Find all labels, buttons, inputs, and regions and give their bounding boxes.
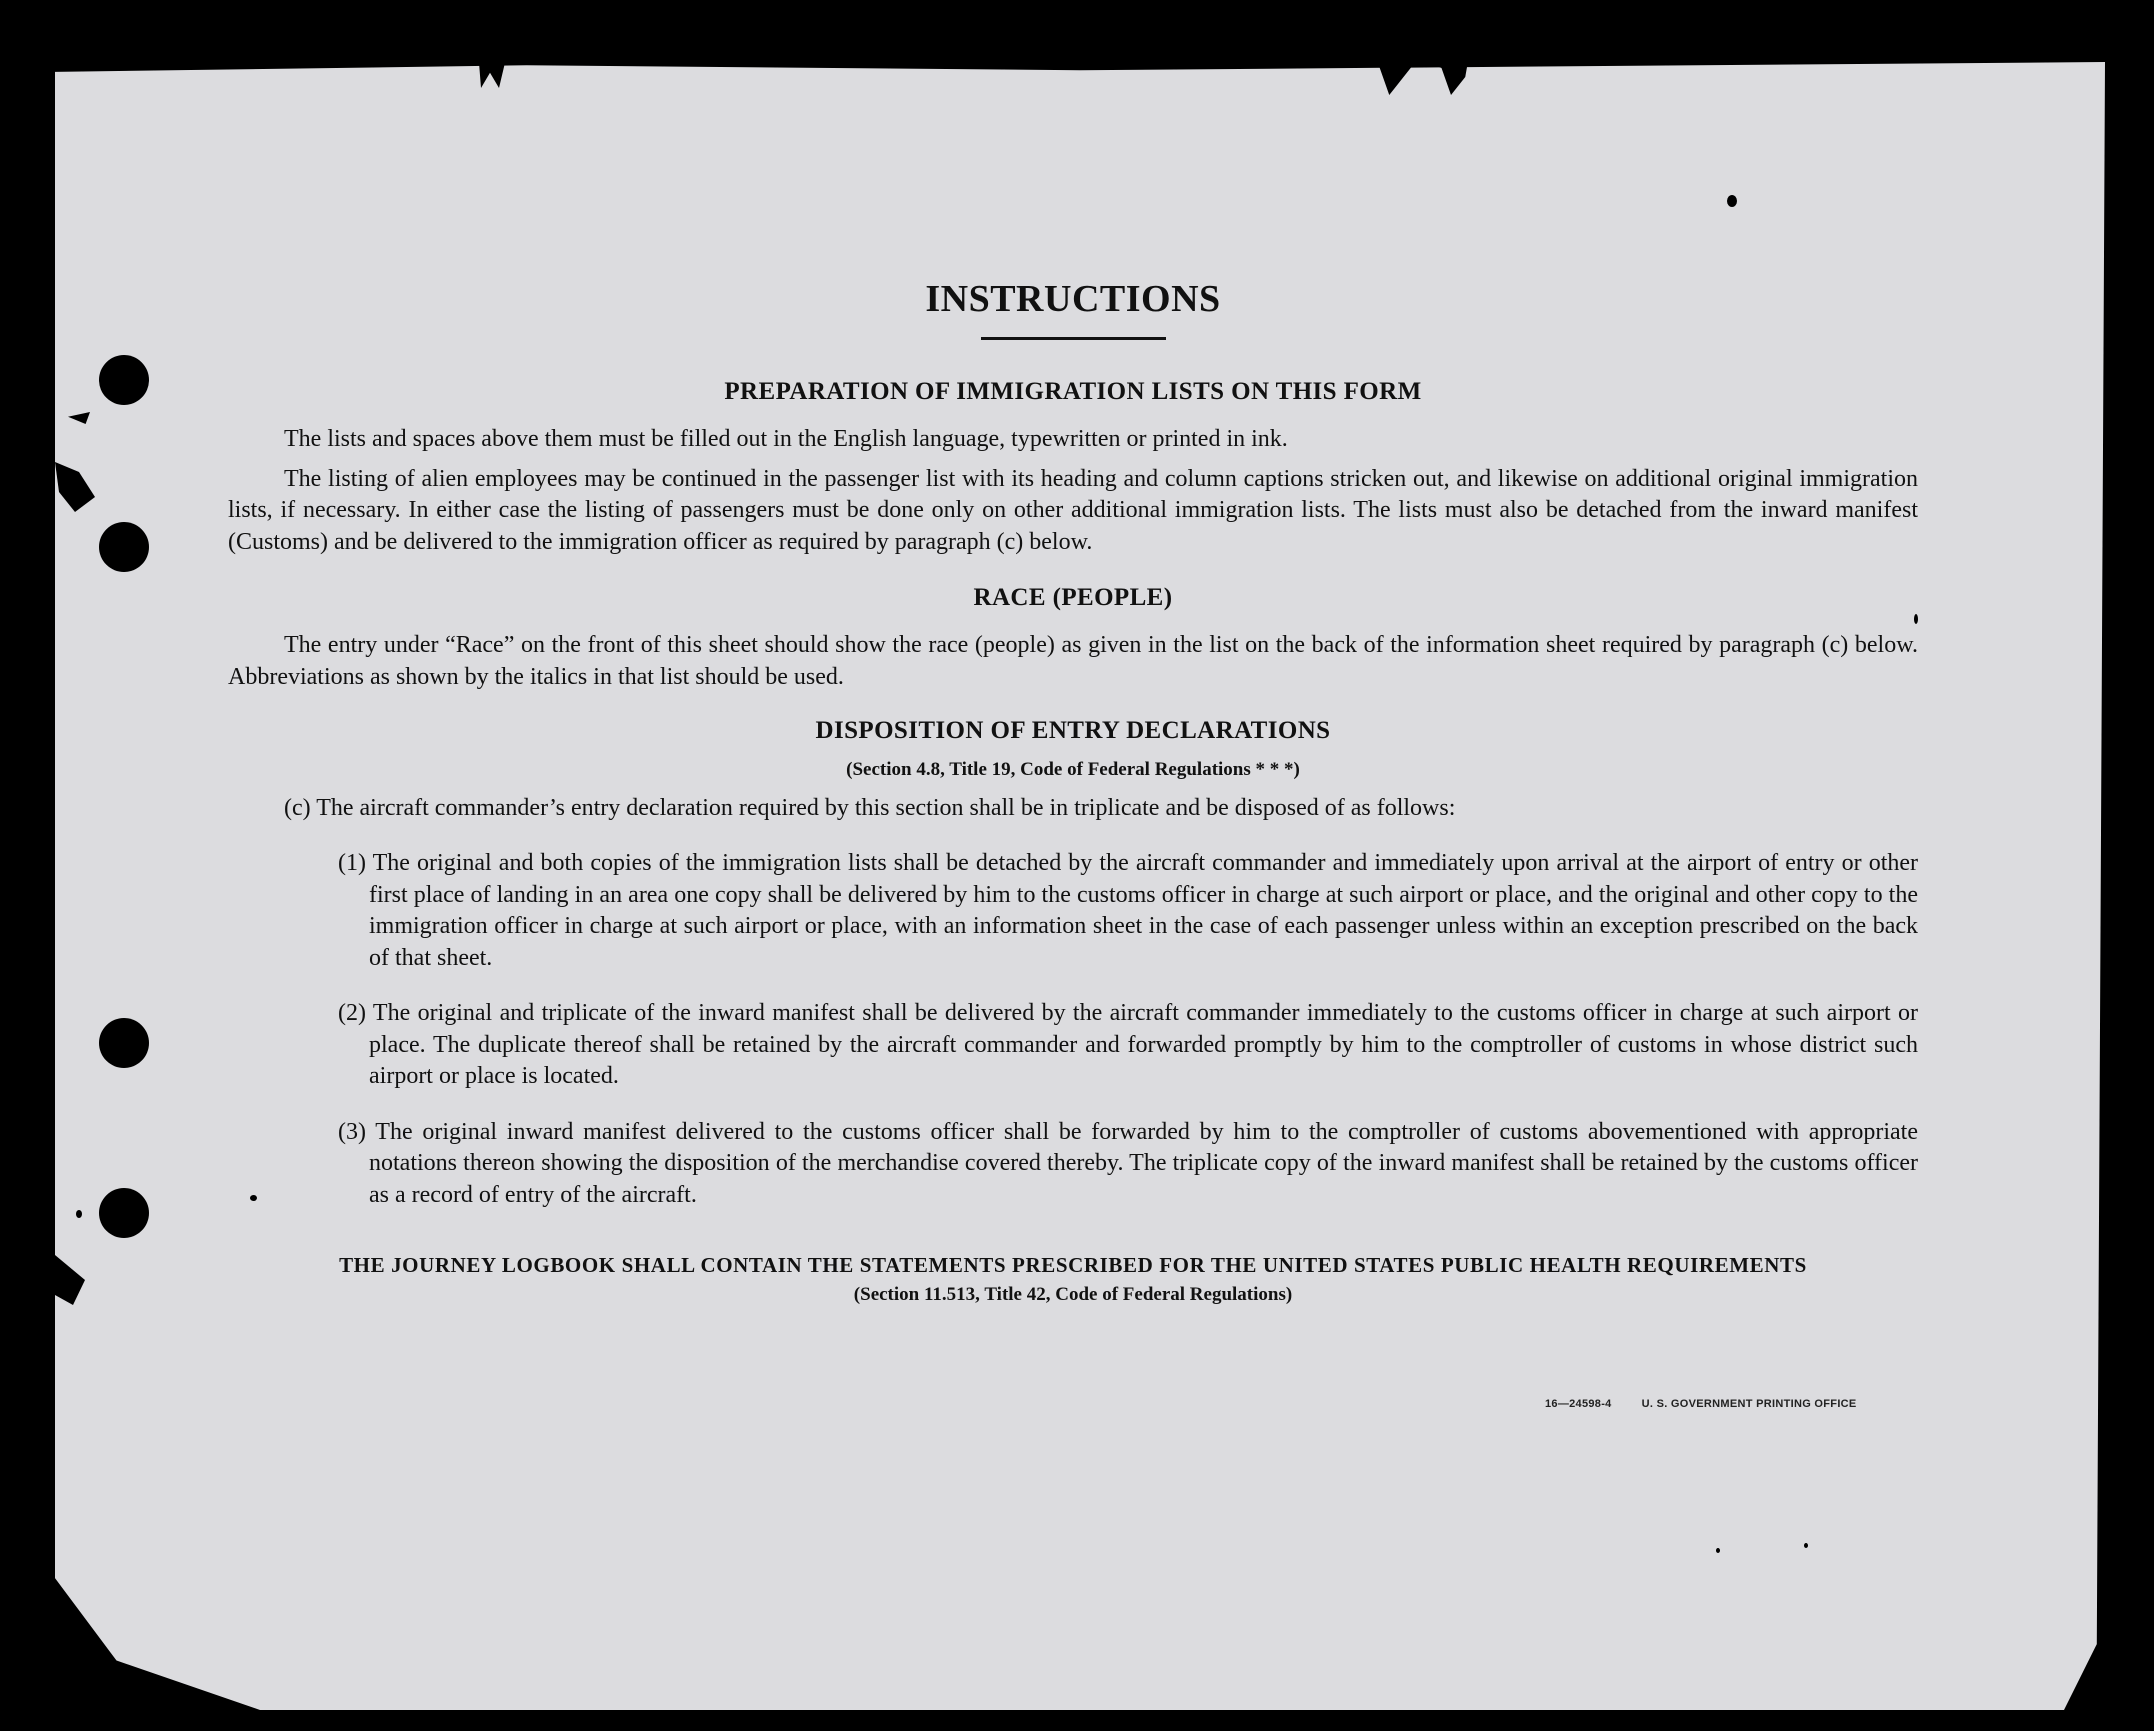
- title-underline: [981, 337, 1166, 340]
- disposition-heading: DISPOSITION OF ENTRY DECLARATIONS: [815, 717, 1331, 744]
- race-heading: RACE (PEOPLE): [973, 584, 1173, 611]
- preparation-paragraph: The listing of alien employees may be continued in the passenger list with its heading and column captions stricken out, and likewise on additional original immigration lists, if necessary. In either case the listing of passengers must be done only on other additional immigration lists. The lists must also be detached from the inward manifest (Customs) and be delivered to the immigration officer as required by paragraph (c) below.: [228, 465, 1918, 555]
- disposition-item: [338, 848, 1918, 974]
- disposition-item-text: (2) The original and triplicate of the inward manifest shall be delivered by the aircraft commander immediately to the customs officer in charge at such airport or place. The duplicate thereof shall be retained by the aircraft commander and forwarded promptly by him to the comptroller of customs in whose district such airport or place is located.: [338, 1000, 1918, 1089]
- logbook-requirement: THE JOURNEY LOGBOOK SHALL CONTAIN THE STATEMENTS PRESCRIBED FOR THE UNITED STATES PUBLIC HEALTH REQUIREMENTS: [339, 1253, 1807, 1277]
- preparation-heading: PREPARATION OF IMMIGRATION LISTS ON THIS FORM: [724, 378, 1422, 405]
- logbook-citation: (Section 11.513, Title 42, Code of Federal Regulations): [853, 1284, 1293, 1305]
- printer-imprint: [1545, 1398, 1857, 1410]
- ink-speck: [1716, 1548, 1720, 1553]
- binder-hole: [99, 355, 149, 405]
- ink-speck: [1804, 1543, 1808, 1548]
- disposition-lead: (c) The aircraft commander’s entry declaration required by this section shall be in triplicate and be disposed of as follows:: [284, 795, 1456, 821]
- form-number: 16—24598-4: [1545, 1398, 1612, 1410]
- binder-hole: [99, 1018, 149, 1068]
- binder-hole: [99, 1188, 149, 1238]
- printing-office: U. S. GOVERNMENT PRINTING OFFICE: [1641, 1398, 1857, 1410]
- preparation-paragraph: The lists and spaces above them must be filled out in the English language, typewritten or printed in ink.: [284, 426, 1288, 452]
- disposition-item: [338, 998, 1918, 1093]
- race-paragraph: The entry under “Race” on the front of this sheet should show the race (people) as given in the list on the back of the information sheet required by paragraph (c) below. Abbreviations as shown by the italics in that list should be used.: [228, 632, 1918, 690]
- disposition-item-text: (3) The original inward manifest delivered to the customs officer shall be forwarded by him to the comptroller of customs abovementioned with appropriate notations thereon showing the disposition of the merchandise covered thereby. The triplicate copy of the inward manifest shall be retained by the customs officer as a record of entry of the aircraft.: [338, 1118, 1918, 1208]
- ink-speck: [76, 1210, 82, 1218]
- ink-speck: [1727, 195, 1737, 207]
- disposition-item-text: (1) The original and both copies of the immigration lists shall be detached by the aircraft commander and immediately upon arrival at the airport of entry or other first place of landing in an area one copy shall be delivered by him to the customs officer in charge at such airport or place, and the original and other copy to the immigration officer in charge at such airport or place, with an information sheet in the case of each passenger unless within an exception prescribed on the back of that sheet.: [338, 850, 1918, 971]
- binder-hole: [99, 522, 149, 572]
- page-title: INSTRUCTIONS: [925, 278, 1221, 320]
- disposition-item: [338, 1117, 1918, 1212]
- disposition-citation: (Section 4.8, Title 19, Code of Federal Regulations * * *): [846, 759, 1300, 780]
- instructions-content: [228, 265, 1918, 1306]
